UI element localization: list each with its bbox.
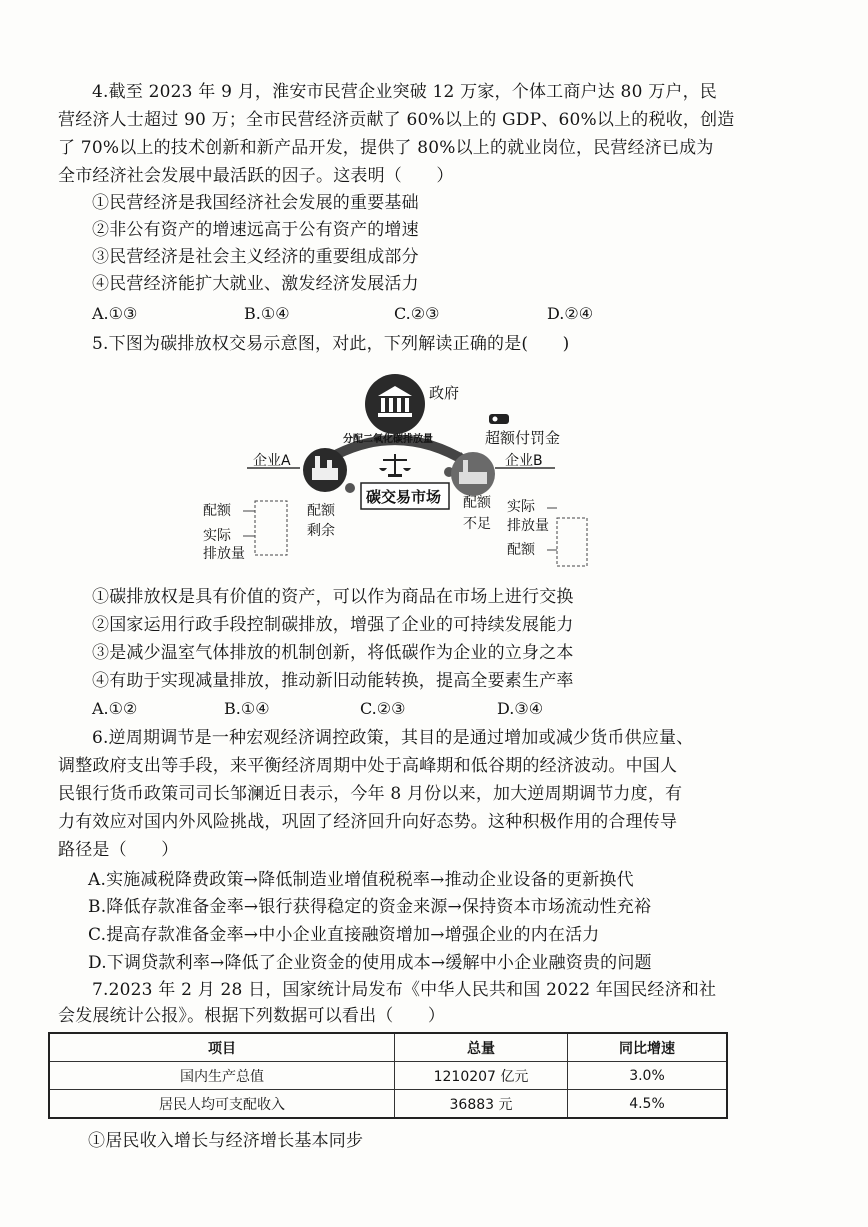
q4-option-d[interactable]: D.②④ <box>547 304 594 323</box>
q6-stem-line-1: 6.逆周期调节是一种宏观经济调控政策，其目的是通过增加或减少货币供应量、 <box>92 728 694 748</box>
shortage-label-1: 配额 <box>463 495 491 511</box>
q6-option-d[interactable]: D.下调贷款利率→降低了企业资金的使用成本→缓解中小企业融资贵的问题 <box>88 953 652 973</box>
table-cell: 3.0% <box>568 1062 728 1090</box>
q6-stem-line-3: 民银行货币政策司司长邹澜近日表示，今年 8 月份以来，加大逆周期调节力度，有 <box>58 784 683 804</box>
table-header: 总量 <box>395 1033 568 1062</box>
penalty-label: 超额付罚金 <box>485 429 561 447</box>
q6-stem-line-5: 路径是（ ） <box>58 840 179 860</box>
carbon-trade-diagram <box>195 370 635 570</box>
q4-option-a[interactable]: A.①③ <box>92 304 138 323</box>
surplus-label-1: 配额 <box>307 503 335 519</box>
money-icon <box>489 414 509 424</box>
q5-item-3: ③是减少温室气体排放的机制创新，将低碳作为企业的立身之本 <box>92 643 574 663</box>
q6-stem-line-2: 调整政府支出等手段，来平衡经济周期中处于高峰期和低谷期的经济波动。中国人 <box>58 756 678 776</box>
q7-item-1: ①居民收入增长与经济增长基本同步 <box>88 1131 364 1151</box>
q4-item-4: ④民营经济能扩大就业、激发经济发展活力 <box>92 274 419 294</box>
a-actual-label-1: 实际 <box>203 528 231 544</box>
a-bar <box>255 501 287 555</box>
q4-option-c[interactable]: C.②③ <box>394 304 440 323</box>
q6-option-c[interactable]: C.提高存款准备金率→中小企业直接融资增加→增强企业的内在活力 <box>88 925 600 945</box>
q4-item-2: ②非公有资产的增速远高于公有资产的增速 <box>92 220 419 240</box>
q4-stem-line-3: 了 70%以上的技术创新和新产品开发，提供了 80%以上的就业岗位，民营经济已成为 <box>58 138 714 158</box>
b-actual-label-2: 排放量 <box>507 518 549 534</box>
q5-stem: 5.下图为碳排放权交易示意图，对此，下列解读正确的是( ) <box>92 334 570 354</box>
b-bar <box>557 518 587 566</box>
surplus-label-2: 剩余 <box>307 523 335 539</box>
q5-item-4: ④有助于实现减量排放，推动新旧动能转换，提高全要素生产率 <box>92 671 574 691</box>
q4-stem-line-4: 全市经济社会发展中最活跃的因子。这表明（ ） <box>58 166 454 186</box>
q7-stem-line-1: 7.2023 年 2 月 28 日，国家统计局发布《中华人民共和国 2022 年国民经济和社 <box>92 980 717 1000</box>
q5-item-1: ①碳排放权是具有价值的资产，可以作为商品在市场上进行交换 <box>92 587 574 607</box>
a-quota-label: 配额 <box>203 503 231 519</box>
b-quota-label: 配额 <box>507 542 535 558</box>
government-label: 政府 <box>429 384 460 402</box>
q5-option-d[interactable]: D.③④ <box>497 699 544 718</box>
a-actual-label-2: 排放量 <box>203 546 245 562</box>
q5-option-b[interactable]: B.①④ <box>224 699 270 718</box>
q7-stem-line-2: 会发展统计公报》。根据下列数据可以看出（ ） <box>58 1006 446 1026</box>
q5-option-c[interactable]: C.②③ <box>360 699 406 718</box>
table-header-row <box>49 1033 727 1062</box>
table-row <box>49 1090 727 1119</box>
firm-a-label: 企业A <box>253 453 291 469</box>
shortage-label-2: 不足 <box>463 516 491 532</box>
table-cell: 4.5% <box>568 1090 728 1119</box>
q6-option-a[interactable]: A.实施减税降费政策→降低制造业增值税税率→推动企业设备的更新换代 <box>88 870 634 890</box>
table-header: 同比增速 <box>568 1033 728 1062</box>
market-label: 碳交易市场 <box>366 488 442 506</box>
allocation-label: 分配二氧化碳排放量 <box>343 434 433 445</box>
q5-item-2: ②国家运用行政手段控制碳排放，增强了企业的可持续发展能力 <box>92 615 574 635</box>
b-actual-label-1: 实际 <box>507 499 535 515</box>
table-cell: 国内生产总值 <box>49 1062 395 1090</box>
table-row <box>49 1062 727 1090</box>
table-cell: 居民人均可支配收入 <box>49 1090 395 1119</box>
q4-stem-line-1: 4.截至 2023 年 9 月，淮安市民营企业突破 12 万家，个体工商户达 80 万户，民 <box>92 82 717 102</box>
government-icon <box>365 374 425 434</box>
q5-option-a[interactable]: A.①② <box>92 699 138 718</box>
table-cell: 1210207 亿元 <box>395 1062 568 1090</box>
q4-stem-line-2: 营经济人士超过 90 万；全市民营经济贡献了 60%以上的 GDP、60%以上的税收，创造 <box>58 110 735 130</box>
statistics-table <box>48 1032 728 1119</box>
q4-item-1: ①民营经济是我国经济社会发展的重要基础 <box>92 193 419 213</box>
q4-item-3: ③民营经济是社会主义经济的重要组成部分 <box>92 247 419 267</box>
q4-option-b[interactable]: B.①④ <box>244 304 290 323</box>
table-header: 项目 <box>49 1033 395 1062</box>
q6-option-b[interactable]: B.降低存款准备金率→银行获得稳定的资金来源→保持资本市场流动性充裕 <box>88 897 652 917</box>
firm-b-label: 企业B <box>505 453 543 469</box>
table-cell: 36883 元 <box>395 1090 568 1119</box>
q6-stem-line-4: 力有效应对国内外风险挑战，巩固了经济回升向好态势。这种积极作用的合理传导 <box>58 812 678 832</box>
